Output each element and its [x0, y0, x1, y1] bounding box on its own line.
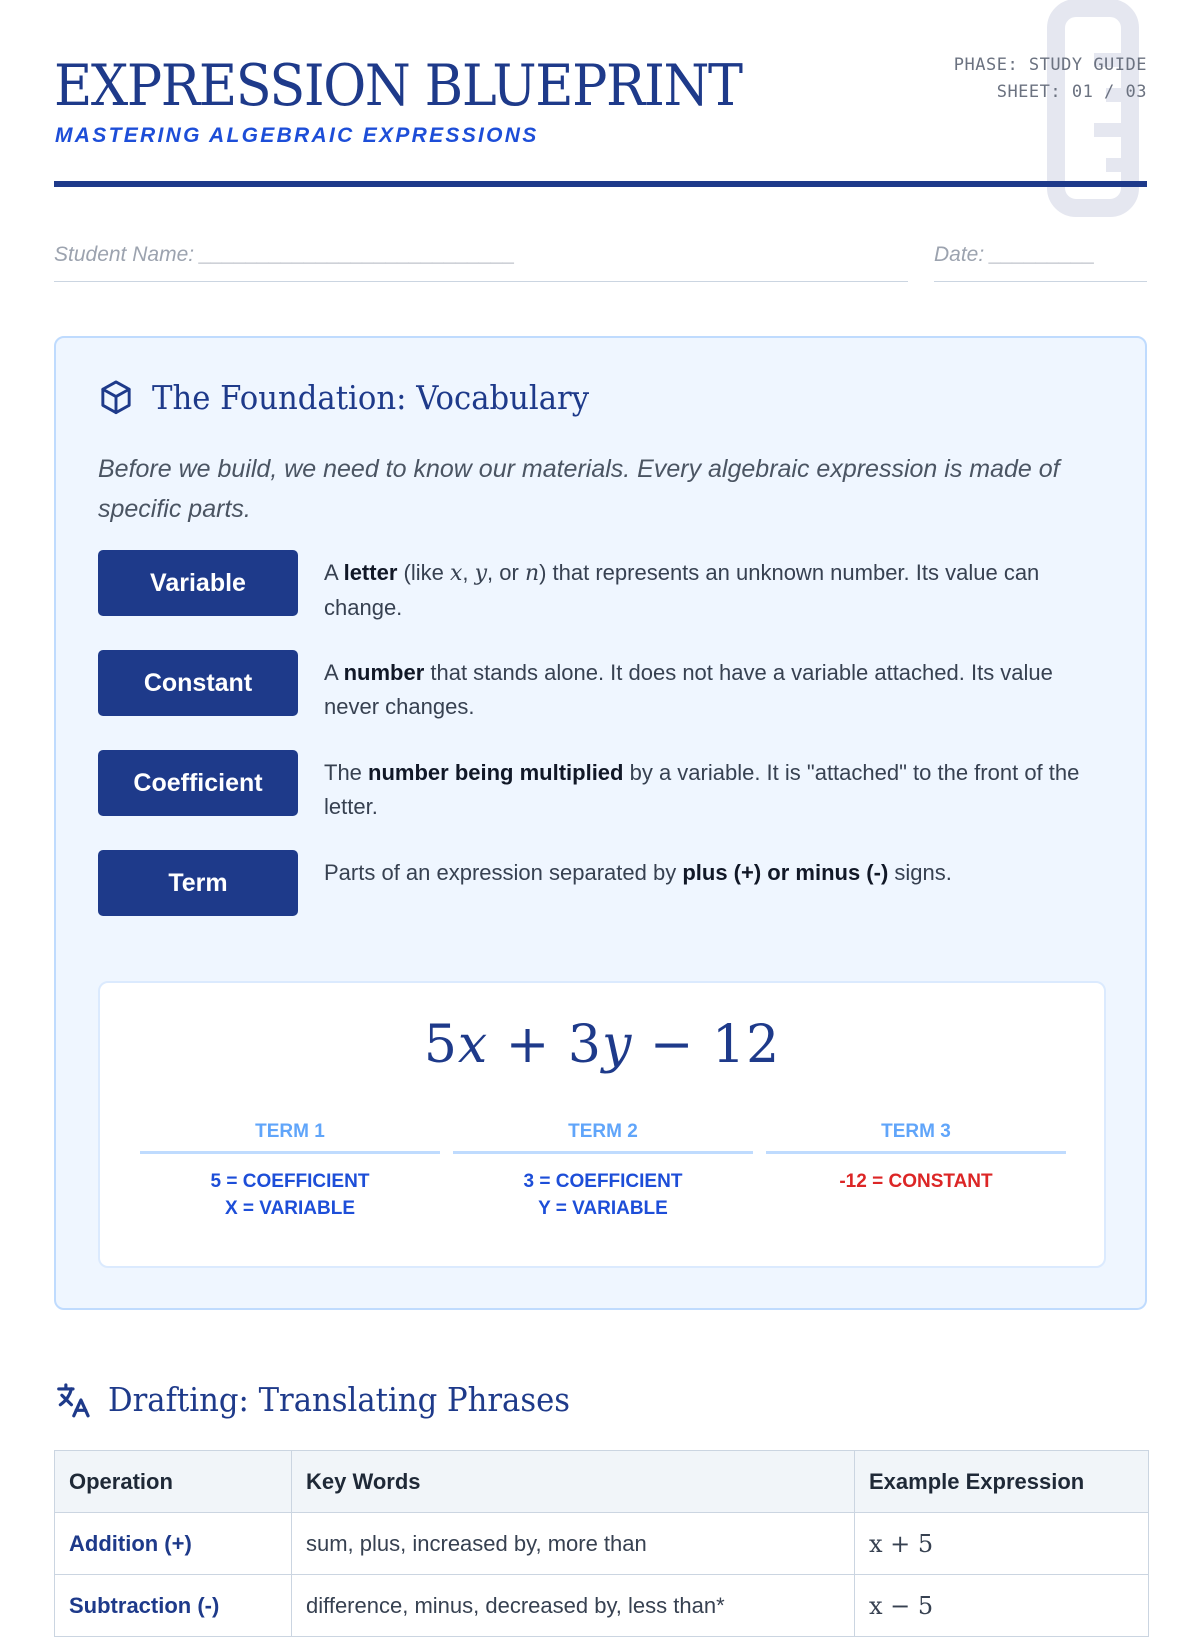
term-info: 3 = COEFFICIENT Y = VARIABLE: [523, 1171, 683, 1219]
student-fields: [54, 240, 1147, 282]
table-row: [55, 1575, 1149, 1637]
term-label: TERM 3: [766, 1121, 1066, 1154]
term-info: 5 = COEFFICIENT X = VARIABLE: [210, 1171, 370, 1219]
sheet-number: SHEET: 01 / 03: [996, 82, 1147, 102]
column-header: Key Words: [292, 1451, 855, 1513]
translation-table: [54, 1450, 1149, 1637]
vocabulary-heading: [98, 378, 622, 417]
cube-icon: [98, 379, 134, 417]
drafting-heading: [54, 1380, 605, 1419]
term-definition: A number that stands alone. It does not have a variable attached. Its value never changes.: [324, 660, 1053, 719]
term-label: TERM 1: [140, 1121, 440, 1154]
term-definition: The number being multiplied by a variable. It is "attached" to the front of the letter.: [324, 760, 1080, 819]
keywords-cell: difference, minus, decreased by, less than*: [292, 1575, 855, 1637]
drafting-heading-text: Drafting: Translating Phrases: [108, 1380, 571, 1419]
vocabulary-heading-text: The Foundation: Vocabulary: [152, 378, 590, 417]
vocab-item-variable: [98, 550, 1098, 618]
example-cell: x − 5: [855, 1575, 1149, 1637]
term-badge: Coefficient: [98, 750, 298, 816]
table-header-row: [55, 1451, 1149, 1513]
column-header: Example Expression: [855, 1451, 1149, 1513]
term-label: TERM 2: [453, 1121, 753, 1154]
table-row: [55, 1513, 1149, 1575]
vocabulary-panel: [54, 336, 1147, 1310]
operation-cell: Subtraction (-): [55, 1575, 292, 1637]
term-badge: Variable: [98, 550, 298, 616]
term-definition: Parts of an expression separated by plus (+) or minus (-) signs.: [324, 860, 952, 885]
keywords-cell: sum, plus, increased by, more than: [292, 1513, 855, 1575]
operation-cell: Addition (+): [55, 1513, 292, 1575]
page-header: [54, 40, 1147, 188]
vocab-item-term: [98, 850, 1098, 918]
term-definition: A letter (like x, y, or n) that represents an unknown number. Its value can change.: [324, 560, 1040, 620]
example-cell: x + 5: [855, 1513, 1149, 1575]
vocab-item-constant: [98, 650, 1098, 718]
date-field[interactable]: Date: _________: [934, 240, 1147, 282]
example-expression: 5x + 3y − 12: [423, 1015, 781, 1075]
phase-label: PHASE: STUDY GUIDE: [953, 55, 1147, 75]
page-subtitle: MASTERING ALGEBRAIC EXPRESSIONS: [55, 124, 539, 147]
translate-icon: [54, 1381, 92, 1419]
expression-example-card: [98, 981, 1106, 1268]
header-divider: [54, 181, 1147, 187]
student-name-field[interactable]: Student Name: ___________________________: [54, 240, 908, 282]
column-header: Operation: [55, 1451, 292, 1513]
term-badge: Constant: [98, 650, 298, 716]
term-breakdown-1: [140, 1121, 440, 1222]
term-breakdown-2: [453, 1121, 753, 1222]
page-title: EXPRESSION BLUEPRINT: [54, 53, 742, 119]
sheet-meta: [954, 52, 1147, 106]
vocab-item-coefficient: [98, 750, 1098, 818]
term-info: -12 = CONSTANT: [839, 1171, 993, 1192]
vocabulary-intro: Before we build, we need to know our materials. Every algebraic expression is made of specific parts.: [98, 455, 1060, 523]
term-breakdown-3: [766, 1121, 1066, 1195]
term-badge: Term: [98, 850, 298, 916]
